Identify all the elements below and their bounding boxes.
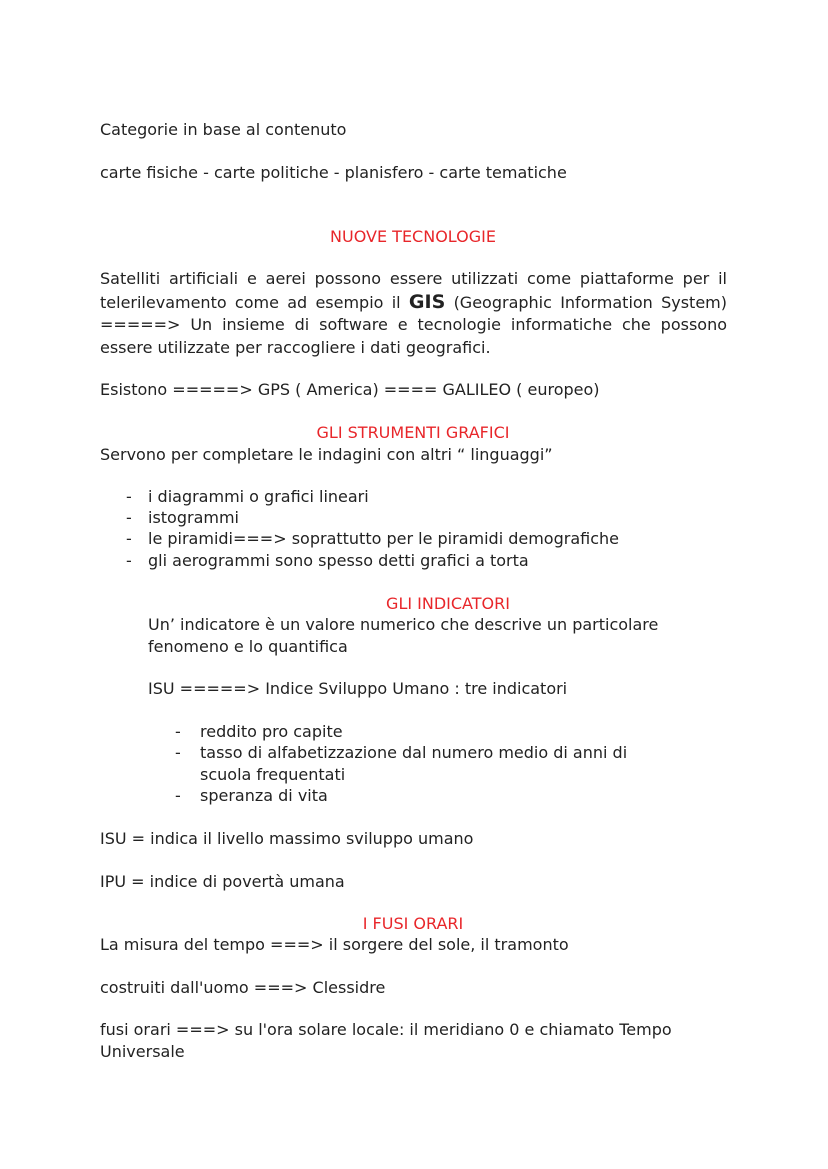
fusi-line3: fusi orari ===> su l'ora solare locale: il meridiano 0 e chiamato Tempo xyxy=(100,1020,672,1039)
bullet: - xyxy=(126,551,132,570)
heading-indicatori: GLI INDICATORI xyxy=(386,594,510,613)
indicatore-def-line2: fenomeno e lo quantifica xyxy=(148,637,348,656)
paragraph-gis xyxy=(100,268,727,360)
list-item: tasso di alfabetizzazione dal numero medio di anni di xyxy=(200,743,628,762)
fusi-line3-continuation: Universale xyxy=(100,1042,185,1061)
fusi-line2: costruiti dall'uomo ===> Clessidre xyxy=(100,978,386,997)
list-item: gli aerogrammi sono spesso detti grafici a torta xyxy=(148,551,529,570)
bullet: - xyxy=(126,487,132,506)
list-item: le piramidi===> soprattutto per le piramidi demografiche xyxy=(148,529,619,548)
paragraph-text: (Geographic Information System) =====> Un insieme di software e tecnologie informatiche che possono essere utilizzate per raccogliere i dati geografici. xyxy=(100,292,728,358)
gis-term: GIS xyxy=(408,290,446,313)
esistono-line: Esistono =====> GPS ( America) ==== GALILEO ( europeo) xyxy=(100,380,600,399)
heading-nuove-tecnologie: NUOVE TECNOLOGIE xyxy=(330,227,496,246)
bullet: - xyxy=(175,743,181,762)
isu-line: ISU =====> Indice Sviluppo Umano : tre indicatori xyxy=(148,679,568,698)
bullet: - xyxy=(126,508,132,527)
categories-title: Categorie in base al contenuto xyxy=(100,120,347,139)
bullet: - xyxy=(175,722,181,741)
fusi-line1: La misura del tempo ===> il sorgere del sole, il tramonto xyxy=(100,935,569,954)
isu-definition: ISU = indica il livello massimo sviluppo umano xyxy=(100,829,474,848)
heading-fusi-orari: I FUSI ORARI xyxy=(362,914,464,933)
list-item: speranza di vita xyxy=(200,786,328,805)
list-item: istogrammi xyxy=(148,508,239,527)
ipu-definition: IPU = indice di povertà umana xyxy=(100,872,345,891)
heading-strumenti-grafici: GLI STRUMENTI GRAFICI xyxy=(316,423,510,442)
list-item: i diagrammi o grafici lineari xyxy=(148,487,369,506)
list-item: reddito pro capite xyxy=(200,722,343,741)
indicatore-def-line1: Un’ indicatore è un valore numerico che descrive un particolare xyxy=(148,615,659,634)
bullet: - xyxy=(175,786,181,805)
bullet: - xyxy=(126,529,132,548)
categories-list: carte fisiche - carte politiche - planisfero - carte tematiche xyxy=(100,163,567,182)
paragraph-text: Satelliti artificiali e aerei possono essere utilizzati come piattaforme per il telerilevamento come ad esempio il xyxy=(100,269,727,312)
strumenti-intro: Servono per completare le indagini con altri “ linguaggi” xyxy=(100,445,553,464)
list-item-continuation: scuola frequentati xyxy=(200,765,346,784)
